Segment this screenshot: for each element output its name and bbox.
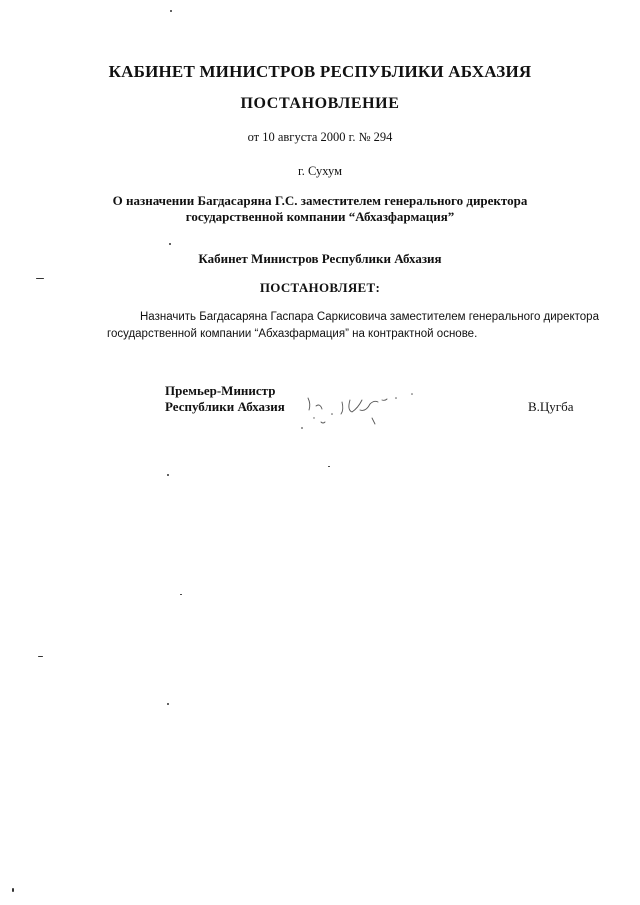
subject-line-1: О назначении Багдасаряна Г.С. заместителем генерального директора [112, 193, 528, 208]
scan-speck [169, 243, 171, 245]
document-date-number: от 10 августа 2000 г. № 294 [247, 130, 393, 144]
resolves-heading: ПОСТАНОВЛЯЕТ: [259, 280, 381, 295]
scan-speck [12, 888, 14, 892]
scan-speck [36, 278, 44, 279]
handwritten-signature [296, 388, 436, 436]
signatory-role-line-1: Премьер-Министр [165, 383, 276, 398]
document-place: г. Сухум [297, 164, 342, 178]
signatory-role-line-2: Республики Абхазия [165, 399, 285, 414]
scan-speck [38, 656, 43, 657]
issuer-line: Кабинет Министров Республики Абхазия [198, 251, 442, 266]
body-line-2: государственной компании “Абхазфармация” на контрактной основе. [107, 328, 478, 340]
signatory-name: В.Цугба [528, 399, 574, 414]
body-line-1: Назначить Багдасаряна Гаспара Саркисовича заместителем генерального директора [140, 311, 599, 323]
scan-speck [167, 703, 169, 705]
scan-speck [180, 594, 182, 595]
scan-speck [328, 466, 330, 467]
organization-title: КАБИНЕТ МИНИСТРОВ РЕСПУБЛИКИ АБХАЗИЯ [108, 62, 532, 81]
scan-speck [167, 474, 169, 476]
document-type-heading: ПОСТАНОВЛЕНИЕ [240, 95, 400, 112]
subject-line-2: государственной компании “Абхазфармация” [185, 209, 455, 224]
scan-speck [170, 10, 172, 12]
